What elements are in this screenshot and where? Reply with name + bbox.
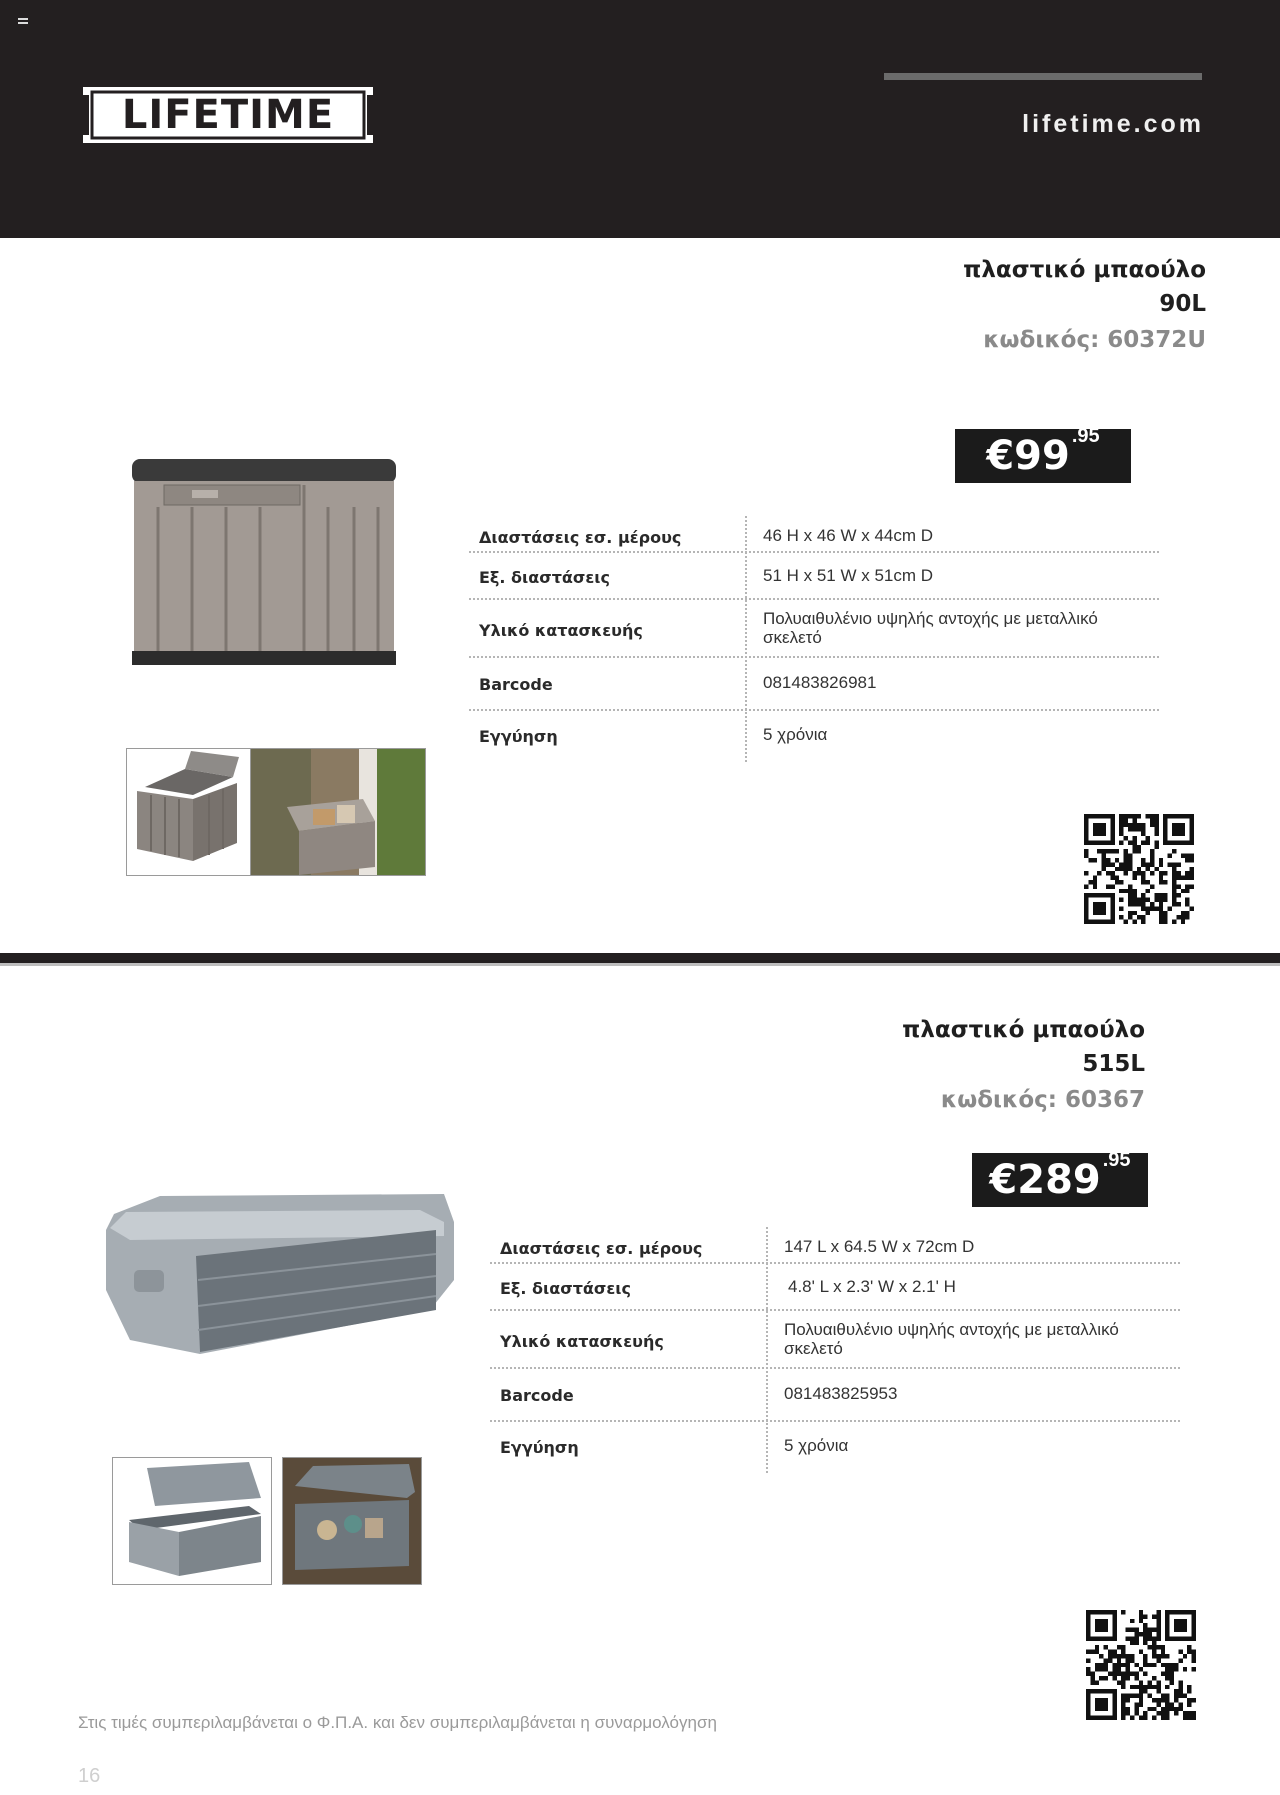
spec-row (490, 1311, 1180, 1369)
spec-column-divider (745, 516, 747, 762)
spec-value: Πολυαιθυλένιο υψηλής αντοχής με μεταλλικό σκελετό (784, 1320, 1119, 1358)
spec-row (490, 1227, 1180, 1264)
price-main: €289 (989, 1157, 1101, 1203)
price-cents: .95 (1102, 1149, 1131, 1171)
spec-row (469, 600, 1159, 658)
spec-value: 081483825953 (784, 1384, 898, 1403)
product-title: πλαστικό μπαούλο (963, 257, 1206, 283)
spec-row (490, 1422, 1180, 1474)
product-1-spec-table (469, 516, 1159, 763)
site-url[interactable]: lifetime.com (1022, 110, 1204, 138)
price-cents: .95 (1071, 425, 1100, 447)
spec-value: Πολυαιθυλένιο υψηλής αντοχής με μεταλλικό σκελετό (763, 609, 1098, 647)
spec-row (469, 553, 1159, 600)
lifetime-logo[interactable] (78, 82, 378, 148)
spec-row (469, 516, 1159, 553)
spec-label: Εγγύηση (479, 727, 558, 746)
header-accent-bar (884, 73, 1202, 80)
menu-icon[interactable] (18, 18, 28, 24)
product-2-image (100, 1170, 460, 1410)
spec-label: Barcode (500, 1386, 574, 1405)
price-badge (972, 1149, 1148, 1207)
product-code (963, 321, 1206, 359)
product-1-thumbnail-open[interactable] (126, 748, 252, 876)
page-number: 16 (78, 1765, 101, 1787)
product-2-heading (902, 1013, 1145, 1119)
spec-label: Διαστάσεις εσ. μέρους (479, 528, 682, 547)
spec-label: Εξ. διαστάσεις (479, 568, 610, 587)
product-2-spec-table (490, 1227, 1180, 1474)
price-badge (955, 425, 1131, 483)
spec-row (469, 658, 1159, 711)
spec-label: Εγγύηση (500, 1438, 579, 1457)
spec-value: 4.8' L x 2.3' W x 2.1' H (788, 1277, 956, 1296)
product-title: πλαστικό μπαούλο (902, 1017, 1145, 1043)
product-code-value: 60367 (1064, 1087, 1145, 1113)
spec-value: 147 L x 64.5 W x 72cm D (784, 1237, 975, 1256)
product-2-thumbnail-filled[interactable] (282, 1457, 422, 1585)
spec-row (490, 1369, 1180, 1422)
product-1-image (128, 455, 400, 675)
product-1-heading (963, 253, 1206, 359)
product-code-value: 60372U (1107, 327, 1206, 353)
spec-value: 5 χρόνια (784, 1436, 849, 1455)
spec-column-divider (766, 1227, 768, 1473)
spec-label: Εξ. διαστάσεις (500, 1279, 631, 1298)
spec-row (490, 1264, 1180, 1311)
product-2-thumbnail-open[interactable] (112, 1457, 272, 1585)
product-size: 515L (1082, 1051, 1145, 1077)
spec-label: Barcode (479, 675, 553, 694)
spec-label: Διαστάσεις εσ. μέρους (500, 1239, 703, 1258)
footer-note: Στις τιμές συμπεριλαμβάνεται ο Φ.Π.Α. και δεν συμπεριλαμβάνεται η συναρμολόγηση (78, 1713, 717, 1732)
product-1-thumbnail-garden[interactable] (250, 748, 426, 876)
spec-value: 51 H x 51 W x 51cm D (763, 566, 934, 585)
product-code-label: κωδικός: (940, 1087, 1057, 1113)
product-code-label: κωδικός: (983, 327, 1100, 353)
spec-label: Υλικό κατασκευής (479, 621, 643, 640)
product-2-qr-code[interactable] (1086, 1610, 1196, 1720)
product-1-qr-code[interactable] (1084, 814, 1194, 924)
spec-label: Υλικό κατασκευής (500, 1332, 664, 1351)
section-divider (0, 953, 1280, 963)
spec-value: 46 H x 46 W x 44cm D (763, 526, 934, 545)
spec-value: 081483826981 (763, 673, 877, 692)
spec-row (469, 711, 1159, 763)
product-size: 90L (1159, 291, 1206, 317)
section-divider-shadow (0, 963, 1280, 966)
page-header (0, 0, 1280, 238)
product-code (902, 1081, 1145, 1119)
spec-value: 5 χρόνια (763, 725, 828, 744)
logo-text: LIFETIME (121, 92, 335, 138)
price-main: €99 (986, 433, 1070, 479)
